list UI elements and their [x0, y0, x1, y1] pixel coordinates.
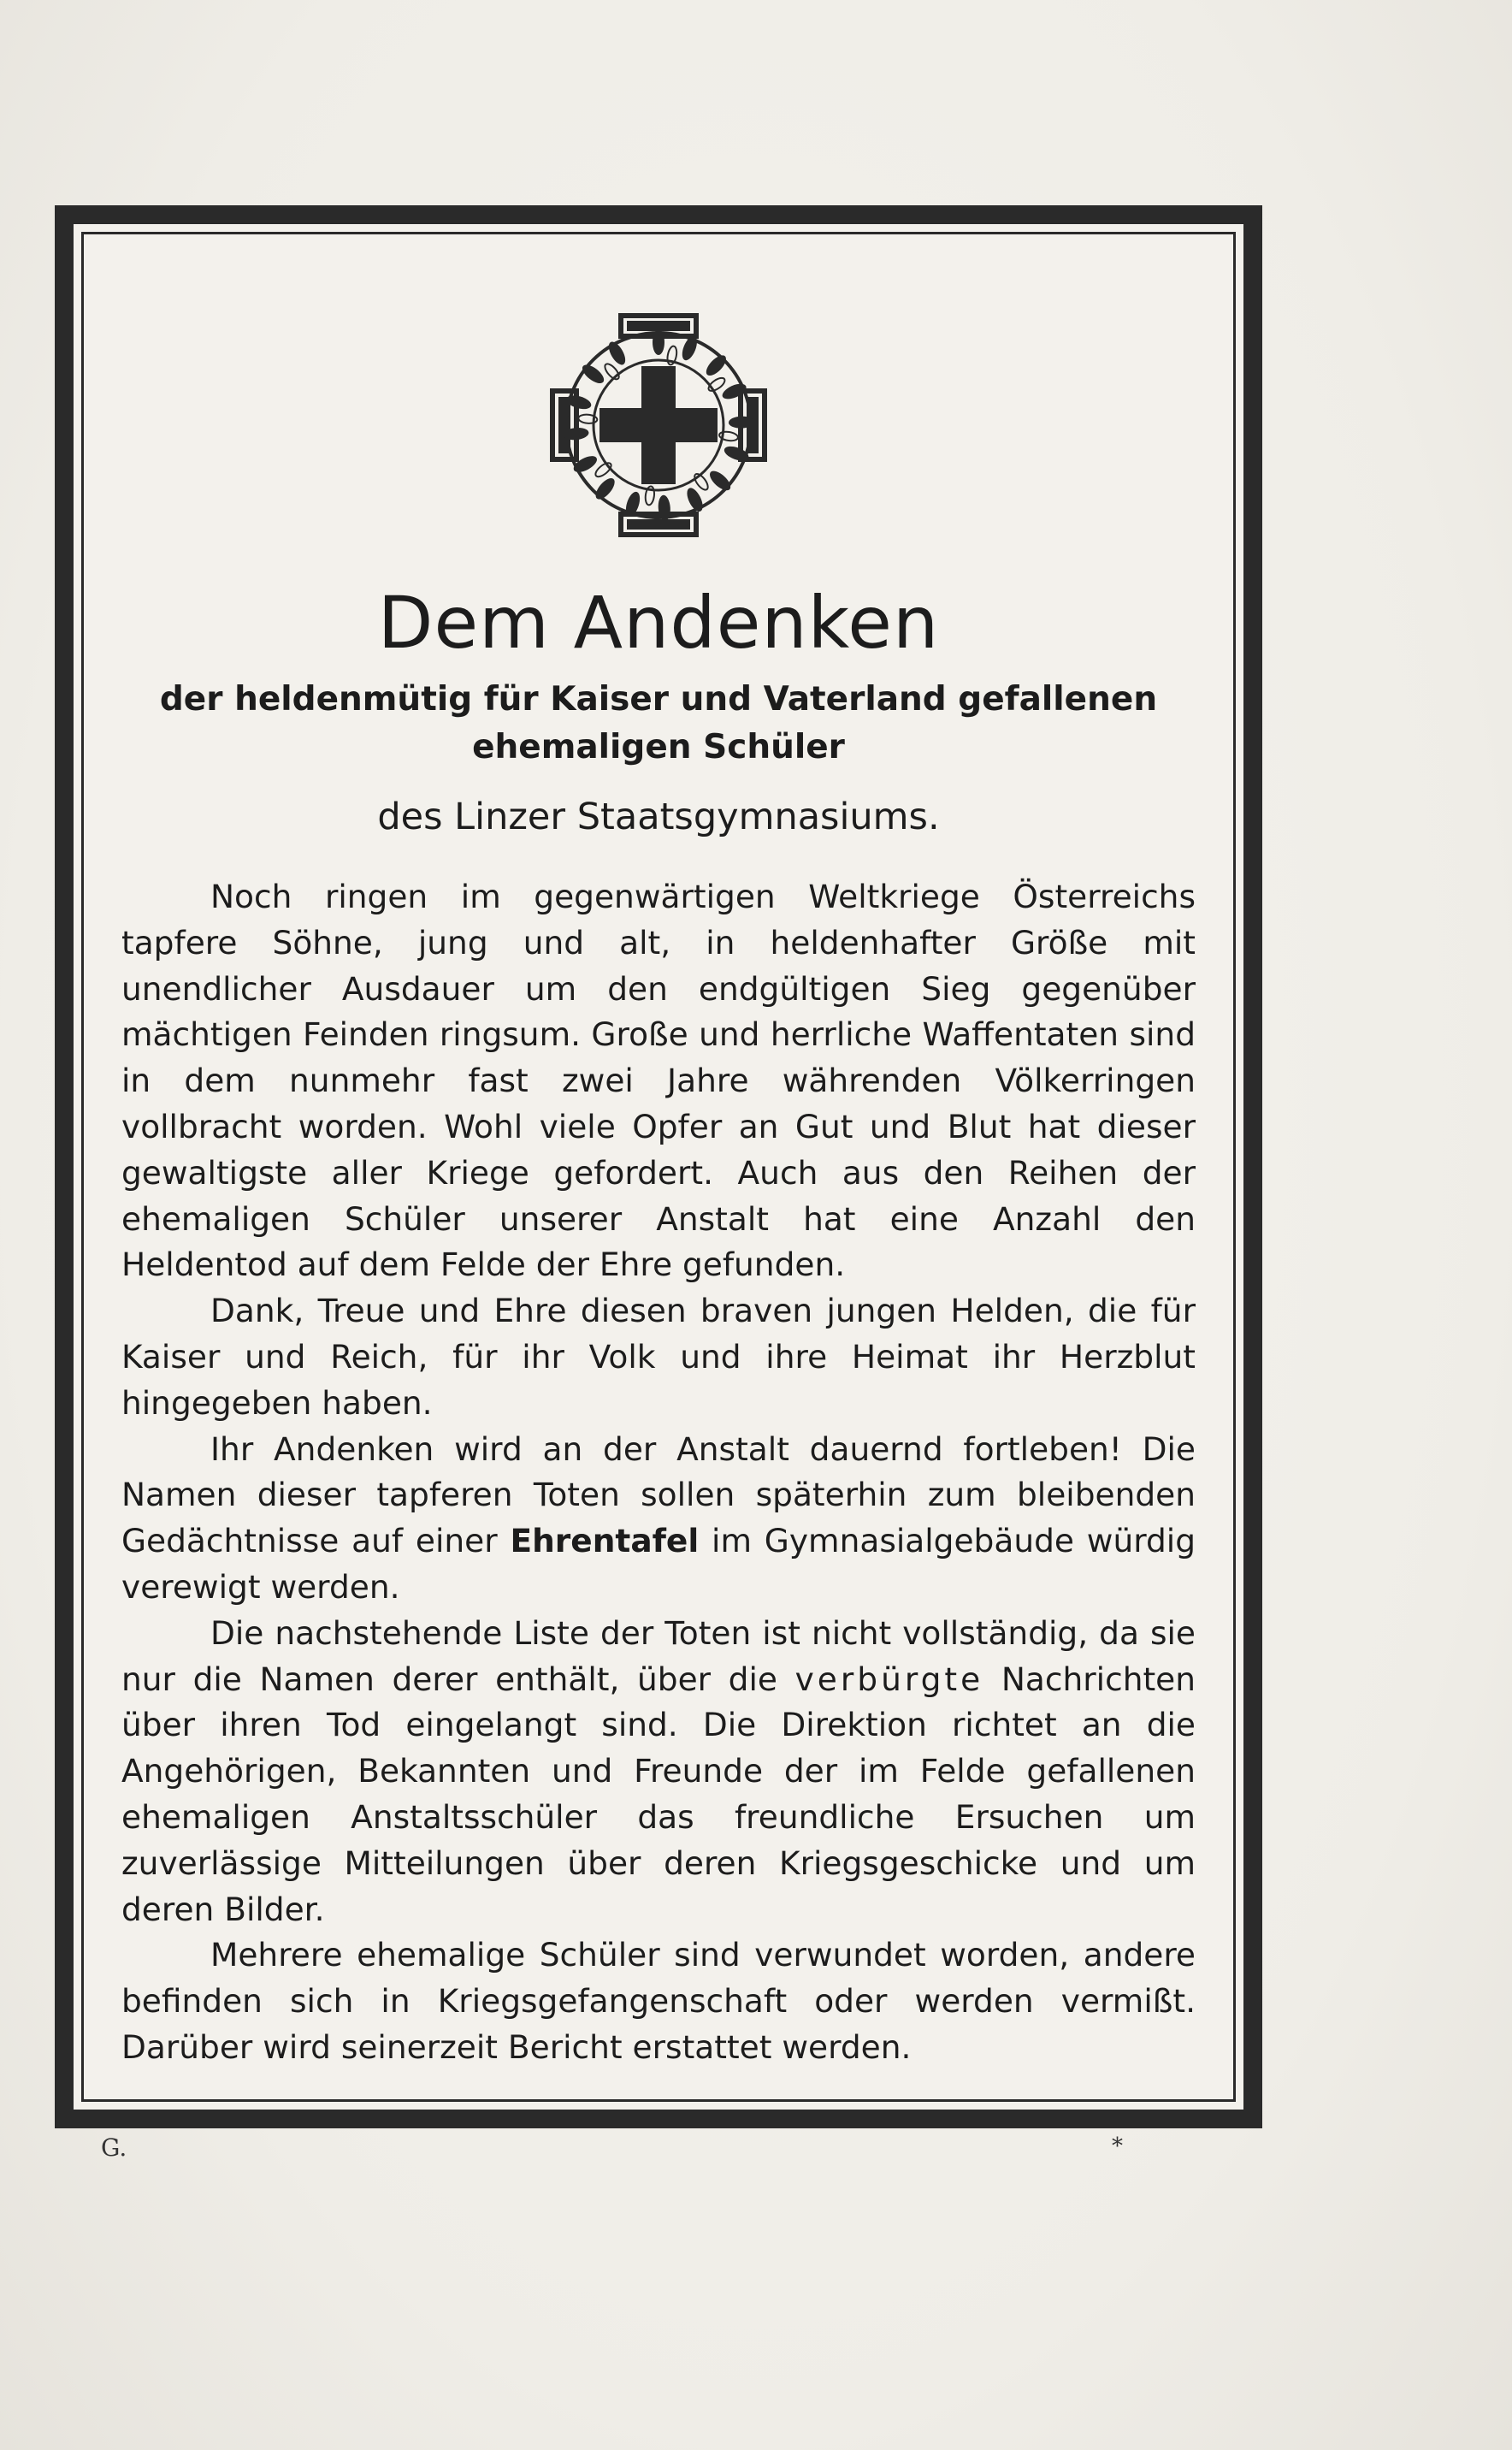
paragraph: Dank, Treue und Ehre diesen braven jungen Helden, die für Kaiser und Reich, für ihr Volk und ihre Heimat ihr Herzblut hingegeben haben. — [121, 1292, 1196, 1422]
frame-content — [121, 224, 1196, 2110]
memorial-frame — [55, 205, 1262, 2128]
memorial-body — [121, 874, 1196, 2071]
paragraph-text: Die nachstehende Liste der Toten ist nicht vollständig, da sie nur die Namen derer enthält, über die — [121, 1613, 1196, 1698]
subtitle-line: ehemaligen Schüler — [472, 728, 845, 766]
paragraph — [121, 1611, 1196, 1933]
paragraph-text: im Gymnasialgebäude würdig verewigt werden. — [121, 1522, 1196, 1606]
paragraph-text: Ihr Andenken wird an der Anstalt dauernd fortleben! Die Namen dieser tapferen Toten sollen späterhin zum bleibenden Gedächtnisse auf einer — [121, 1429, 1196, 1560]
subtitle-line: der heldenmütig für Kaiser und Vaterland gefallenen — [159, 680, 1158, 719]
emphasis-ehrentafel: Ehrentafel — [510, 1522, 700, 1560]
paragraph — [121, 1427, 1196, 1611]
school-name: des Linzer Staatsgymnasiums. — [377, 796, 940, 838]
wreath-cross-emblem — [543, 310, 774, 541]
paragraph: Noch ringen im gegenwärtigen Weltkriege Österreichs tapfere Söhne, jung und alt, in heldenhafter Größe mit unendlicher Ausdauer um den endgültigen Sieg gegenüber mächtigen Feinden ringsum. Große und herrliche Waffentaten sind in dem nunmehr fast zwei Jahre währenden Völkerringen vollbracht worden. Wohl viele Opfer an Gut und Blut hat dieser gewaltigste aller Kriege gefordert. Auch aus den Reihen der ehemaligen Schüler unserer Anstalt hat eine Anzahl den Heldentod auf dem Felde der Ehre gefunden. — [121, 878, 1196, 1284]
paragraph: Mehrere ehemalige Schüler sind verwundet worden, andere befinden sich in Kriegsgefangenschaft oder werden vermißt. Darüber wird seinerzeit Bericht erstattet werden. — [121, 1936, 1196, 2066]
memorial-subtitle — [121, 676, 1196, 772]
memorial-title: Dem Andenken — [377, 581, 940, 665]
star-mark: * — [1112, 2133, 1123, 2159]
signature-mark: G. — [101, 2133, 127, 2162]
paragraph-text: Nachrichten über ihren Tod eingelangt sind. Die Direktion richtet an die Angehörigen, Bekannten und Freunde der im Felde gefallenen ehemaligen Anstaltsschüler das freundliche Ersuchen um zuverlässige Mitteilungen über deren Kriegsgeschicke und um deren Bilder. — [121, 1660, 1196, 1928]
emphasis-verbuergte: verbürgte — [794, 1660, 984, 1698]
